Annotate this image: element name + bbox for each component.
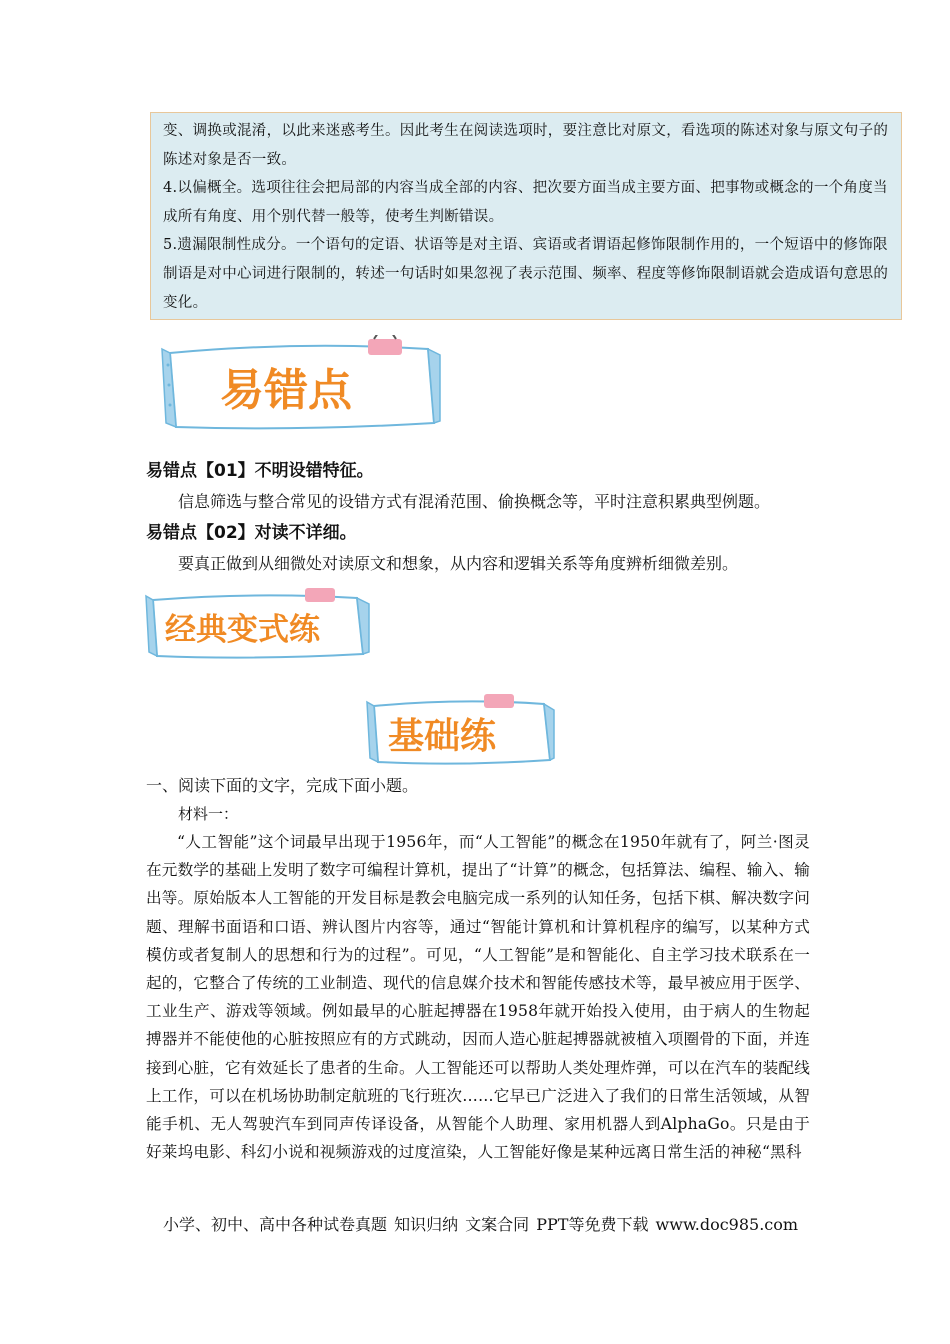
binder-clip-icon — [305, 588, 335, 602]
banner-basic — [366, 692, 556, 768]
material-article: “人工智能”这个词最早出现于1956年，而“人工智能”的概念在1950年就有了，阿兰·图灵在元数学的基础上发明了数字可编程计算机，提出了“计算”的概念，包括算法、编程、输入、输出等。原始版本人工智能的开发目标是教会电脑完成一系列的认知任务，包括下棋、解决数字问题、理解书面语和口语、辨认图片内容等，通过“智能计算机和计算机程序的编写，以某种方式模仿或者复制人的思想和行为的过程”。可见，“人工智能”是和智能化、自主学习技术联系在一起的，它整合了传统的工业制造、现代的信息媒介技术和智能传感技术等，最早被应用于医学、工业生产、游戏等领域。例如最早的心脏起搏器在1958年就开始投入使用，由于病人的生物起搏器并不能使他的心脏按照应有的方式跳动，因而人造心脏起搏器就被植入项圈骨的下面，并连接到心脏，它有效延长了患者的生命。人工智能还可以帮助人类处理炸弹，可以在汽车的装配线上工作，可以在机场协助制定航班的飞行班次……它早已广泛进入了我们的日常生活领域，从智能手机、无人驾驶汽车到同声传译设备，从智能个人助理、家用机器人到AlphaGo。只是由于好莱坞电影、科幻小说和视频游戏的过度渲染，人工智能好像是某种远离日常生活的神秘“黑科 — [146, 833, 810, 1162]
banner-error-points — [160, 335, 442, 435]
banner-classic-graphic — [145, 586, 371, 662]
banner-error-points-label: 易错点 — [220, 365, 352, 416]
tip-paragraph-3: 5.遗漏限制性成分。一个语句的定语、状语等是对主语、宾语或者谓语起修饰限制作用的，一个短语中的修饰限制语是对中心词进行限制的，转述一句话时如果忽视了表示范围、频率、程度等修饰限制语就会造成语句意思的变化。 — [163, 237, 889, 311]
tip-paragraph-1: 变、调换或混淆，以此来迷惑考生。因此考生在阅读选项时，要注意比对原文，看选项的陈述对象与原文句子的陈述对象是否一致。 — [163, 123, 889, 168]
banner-error-points-graphic — [160, 335, 442, 435]
error-point-text-2: 要真正做到从细微处对读原文和想象，从内容和逻辑关系等角度辨析细微差别。 — [178, 554, 739, 573]
tip-paragraph-2: 4.以偏概全。选项往往会把局部的内容当成全部的内容、把次要方面当成主要方面、把事物或概念的一个角度当成所有角度、用个别代替一般等，使考生判断错误。 — [163, 180, 888, 225]
banner-classic-label: 经典变式练 — [165, 612, 320, 648]
banner-classic — [145, 586, 371, 662]
error-point-heading-1: 易错点【01】不明设错特征。 — [146, 461, 374, 481]
tip-box — [150, 112, 902, 320]
error-point-heading-2: 易错点【02】对读不详细。 — [146, 523, 357, 543]
material-label: 材料一： — [178, 805, 239, 823]
page-footer: 小学、初中、高中各种试卷真题 知识归纳 文案合同 PPT等免费下载 www.doc985.com — [163, 1215, 799, 1234]
question-title: 一、阅读下面的文字，完成下面小题。 — [146, 776, 419, 795]
binder-clip-icon — [484, 694, 514, 708]
error-point-text-1: 信息筛选与整合常见的设错方式有混淆范围、偷换概念等，平时注意积累典型例题。 — [178, 492, 771, 511]
banner-basic-label: 基础练 — [388, 716, 497, 757]
banner-basic-graphic — [366, 692, 556, 768]
binder-clip-icon — [368, 339, 402, 355]
